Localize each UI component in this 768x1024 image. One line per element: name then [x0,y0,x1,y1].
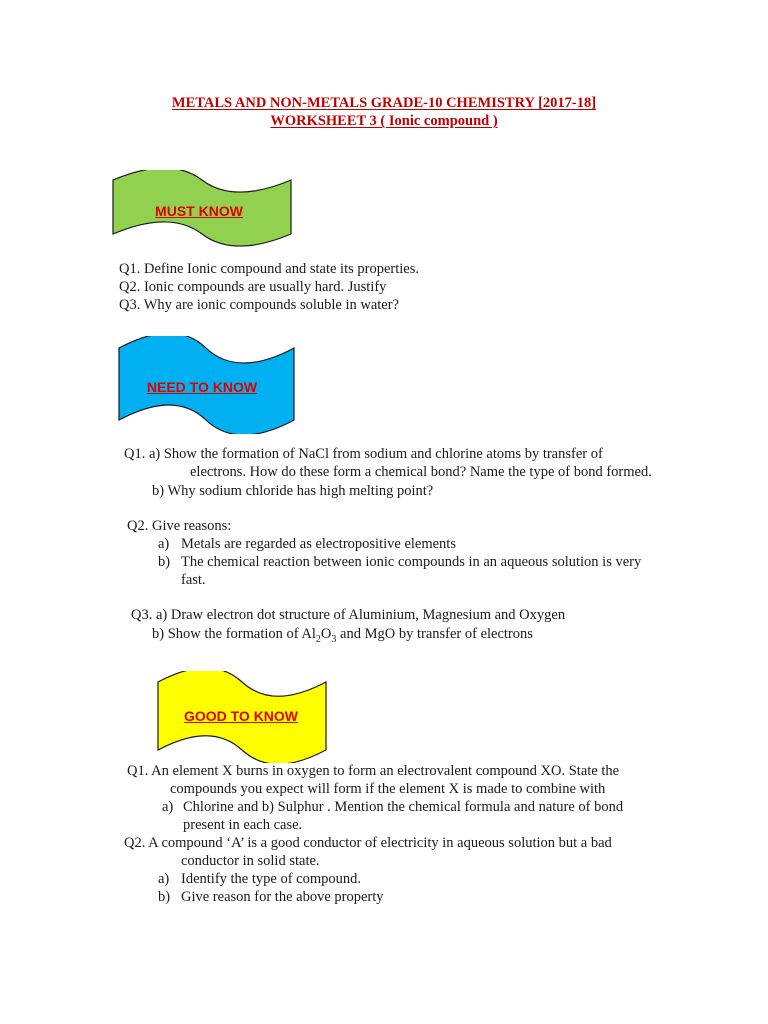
need-q1a-line1: Q1. a) Show the formation of NaCl from sodium and chlorine atoms by transfer of [124,446,603,462]
good-q2b-marker: b) [158,889,171,905]
good-q1-line1: Q1. An element X burns in oxygen to form an electrovalent compound XO. State the [127,763,620,779]
must-know-q1: Q1. Define Ionic compound and state its properties. [119,261,419,277]
need-q3a: Q3. a) Draw electron dot structure of Aluminium, Magnesium and Oxygen [131,607,566,623]
need-q2: Q2. Give reasons: [127,518,232,534]
good-q2a-marker: a) [158,871,170,887]
need-q3b [152,625,533,649]
must-know-banner [111,170,293,248]
need-q2b-marker: b) [158,554,171,570]
need-q1a-line2: electrons. How do these form a chemical bond? Name the type of bond formed. [190,464,652,480]
good-q2a: Identify the type of compound. [181,871,361,887]
must-know-q2: Q2. Ionic compounds are usually hard. Justify [119,279,387,295]
good-q2-line1: Q2. A compound ‘A’ is a good conductor of electricity in aqueous solution but a bad [124,835,612,851]
need-q3b-sub2: 3 [331,633,337,645]
good-q1-line3: Chlorine and b) Sulphur . Mention the chemical formula and nature of bond [183,799,624,815]
need-q1b: b) Why sodium chloride has high melting point? [152,483,434,499]
need-to-know-label: NEED TO KNOW [146,379,258,395]
worksheet-title: METALS AND NON-METALS GRADE-10 CHEMISTRY [2017-18] [171,95,597,111]
must-know-q3: Q3. Why are ionic compounds soluble in water? [119,297,399,313]
need-q3b-sub1: 2 [315,633,321,645]
need-q3b-mid: O [320,626,332,642]
must-know-label: MUST KNOW [155,203,243,219]
need-q3b-prefix: b) Show the formation of Al [152,626,316,642]
good-to-know-banner [156,671,328,763]
need-q2b-line2: fast. [181,572,206,588]
good-q1-line3-marker: a) [162,799,174,815]
good-to-know-label: GOOD TO KNOW [183,708,299,724]
need-q2a: Metals are regarded as electropositive elements [181,536,456,552]
need-q2a-marker: a) [158,536,170,552]
need-q2b-line1: The chemical reaction between ionic compounds in an aqueous solution is very [181,554,642,570]
good-q1-line4: present in each case. [183,817,303,833]
need-to-know-banner [117,336,296,434]
good-q1-line2: compounds you expect will form if the element X is made to combine with [170,781,606,797]
need-q3b-suffix: and MgO by transfer of electrons [336,626,533,642]
good-q2-line2: conductor in solid state. [181,853,320,869]
worksheet-subtitle: WORKSHEET 3 ( Ionic compound ) [270,113,498,129]
good-q2b: Give reason for the above property [181,889,384,905]
